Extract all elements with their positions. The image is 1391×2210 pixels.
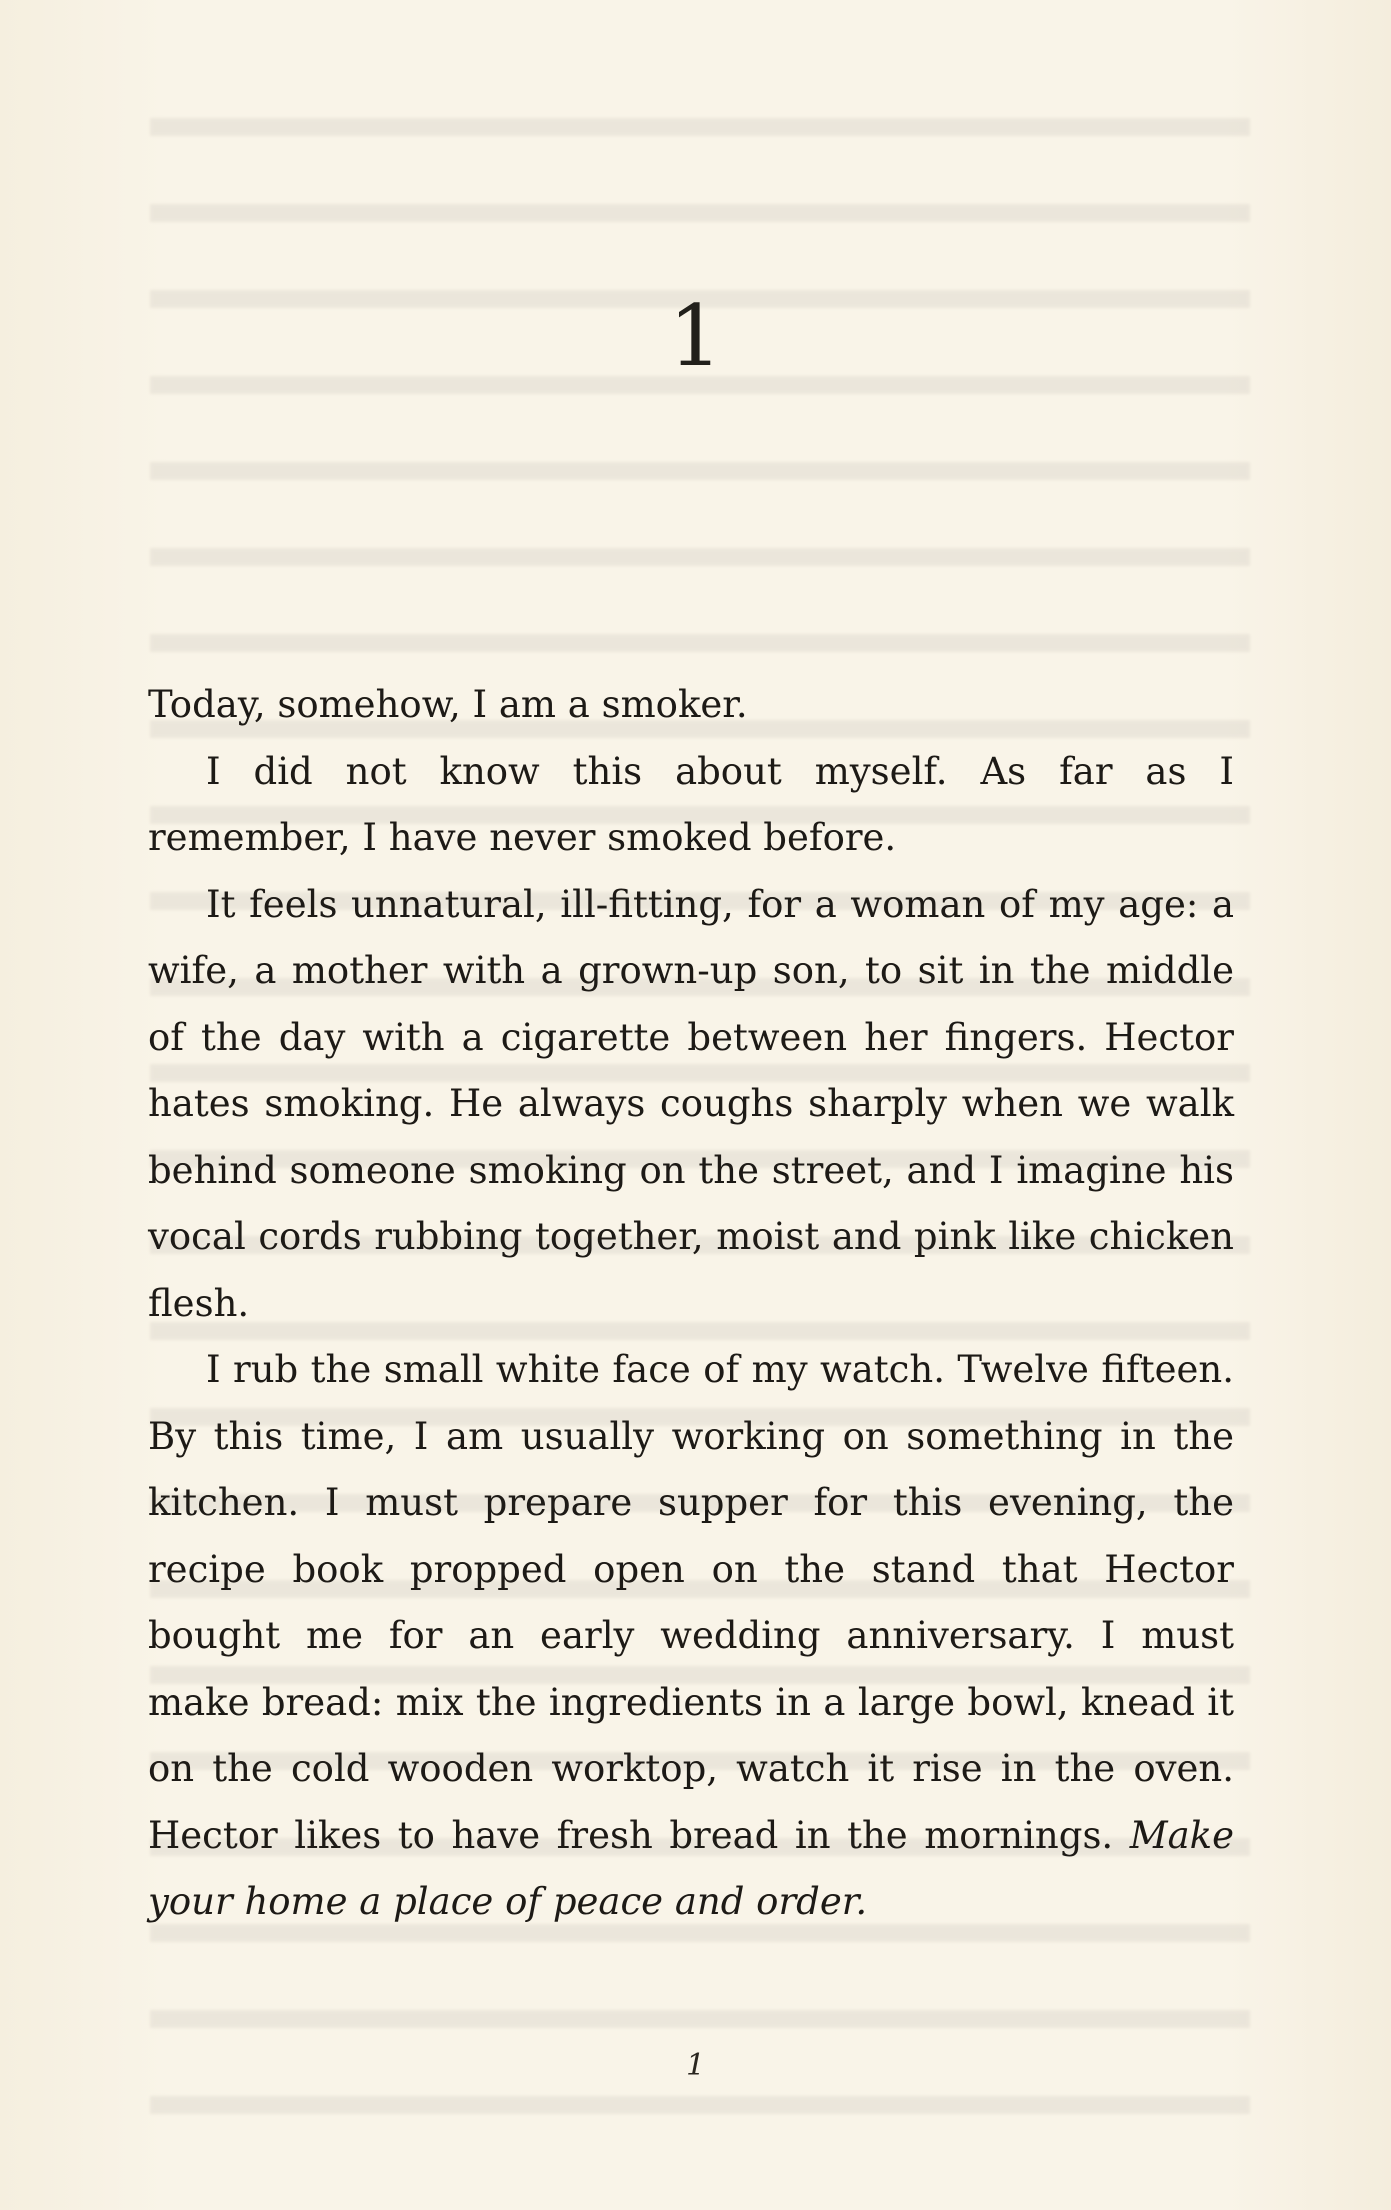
paragraph-4-text: I rub the small white face of my watch. Twelve fifteen. By this time, I am usually working on something in the kitchen. I must prepare supper for this evening, the recipe book propped open on the stand that Hector bought me for an early wedding anniversary. I must make bread: mix the ingredients in a large bowl, knead it on the cold wooden worktop, watch it rise in the oven. Hector likes to have fresh bread in the mornings. — [148, 1348, 1234, 1857]
page-number: 1 — [685, 2048, 706, 2083]
paragraph-2: I did not know this about myself. As far as I remember, I have never smoked before. — [148, 749, 1234, 859]
paragraph-3: It feels unnatural, ill-fitting, for a woman of my age: a wife, a mother with a grown-up son, to sit in the middle of the day with a cigarette between her fingers. Hector hates smoking. He always coughs sharply when we walk behind someone smoking on the street, and I imagine his vocal cords rubbing together, moist and pink like chicken flesh. — [148, 882, 1234, 1325]
paragraph-1: Today, somehow, I am a smoker. — [148, 683, 748, 726]
paragraph-4 — [148, 1337, 1234, 1936]
chapter-number: 1 — [668, 287, 723, 385]
paragraph-4-italic: Make your home a place of peace and order. — [148, 1813, 1234, 1923]
chapter-body — [148, 672, 1234, 1936]
